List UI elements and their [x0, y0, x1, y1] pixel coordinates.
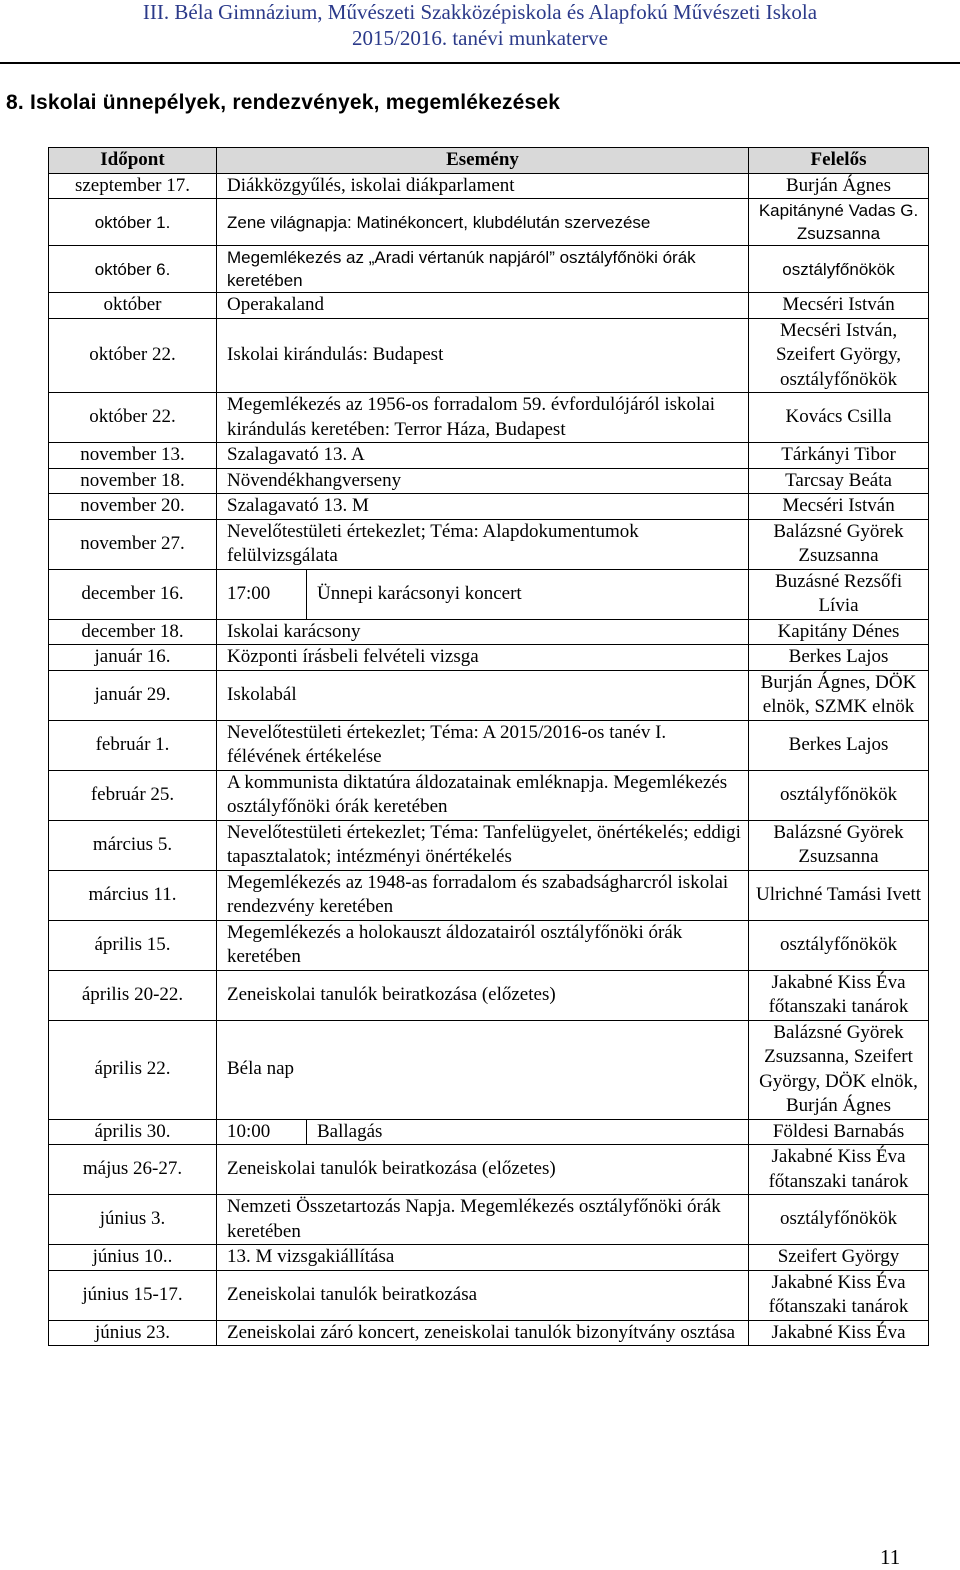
cell-event: Operakaland — [217, 293, 749, 319]
table-header-row — [49, 148, 929, 174]
cell-event: Ballagás — [307, 1119, 749, 1145]
cell-event: Zene világnapja: Matinékoncert, klubdélután szervezése — [217, 199, 749, 246]
cell-responsible: Burján Ágnes, DÖK elnök, SZMK elnök — [749, 670, 929, 720]
cell-event: Szalagavató 13. A — [217, 443, 749, 469]
cell-date: június 15-17. — [49, 1270, 217, 1320]
cell-date: november 20. — [49, 494, 217, 520]
cell-date: június 23. — [49, 1320, 217, 1346]
cell-responsible: Kapitányné Vadas G. Zsuzsanna — [749, 199, 929, 246]
cell-time: 10:00 — [217, 1119, 307, 1145]
cell-date: június 3. — [49, 1195, 217, 1245]
cell-responsible: Jakabné Kiss Éva főtanszaki tanárok — [749, 1145, 929, 1195]
table-row — [49, 443, 929, 469]
cell-date: november 18. — [49, 468, 217, 494]
cell-date: szeptember 17. — [49, 173, 217, 199]
cell-event: Iskolai karácsony — [217, 619, 749, 645]
header-school-name: III. Béla Gimnázium, Művészeti Szakközépiskola és Alapfokú Művészeti Iskola — [142, 0, 818, 24]
header-work-plan: 2015/2016. tanévi munkaterve — [351, 26, 609, 50]
cell-responsible: Balázsné Györek Zsuzsanna, Szeifert György, DÖK elnök, Burján Ágnes — [749, 1020, 929, 1119]
table-row — [49, 619, 929, 645]
cell-date: április 15. — [49, 920, 217, 970]
cell-responsible: Mecséri István, Szeifert György, osztályfőnökök — [749, 318, 929, 393]
table-row — [49, 1119, 929, 1145]
cell-responsible: Mecséri István — [749, 494, 929, 520]
cell-event: Béla nap — [217, 1020, 749, 1119]
cell-responsible: Földesi Barnabás — [749, 1119, 929, 1145]
table-row — [49, 670, 929, 720]
table-row — [49, 1020, 929, 1119]
column-header-date: Időpont — [49, 148, 217, 174]
cell-date: február 25. — [49, 770, 217, 820]
cell-responsible: Jakabné Kiss Éva főtanszaki tanárok — [749, 970, 929, 1020]
table-row — [49, 569, 929, 619]
cell-responsible: Jakabné Kiss Éva — [749, 1320, 929, 1346]
cell-event: Növendékhangverseny — [217, 468, 749, 494]
table-row — [49, 199, 929, 246]
cell-event: Ünnepi karácsonyi koncert — [307, 569, 749, 619]
cell-responsible: osztályfőnökök — [749, 770, 929, 820]
cell-event: Zeneiskolai tanulók beiratkozása — [217, 1270, 749, 1320]
table-row — [49, 645, 929, 671]
cell-date: április 30. — [49, 1119, 217, 1145]
column-header-responsible: Felelős — [749, 148, 929, 174]
cell-date: június 10.. — [49, 1245, 217, 1271]
cell-event: Megemlékezés a holokauszt áldozatairól osztályfőnöki órák keretében — [217, 920, 749, 970]
cell-date: október 22. — [49, 393, 217, 443]
cell-date: december 16. — [49, 569, 217, 619]
table-row — [49, 318, 929, 393]
cell-event: Zeneiskolai záró koncert, zeneiskolai tanulók bizonyítvány osztása — [217, 1320, 749, 1346]
cell-date: április 22. — [49, 1020, 217, 1119]
cell-event: Szalagavató 13. M — [217, 494, 749, 520]
cell-date: november 27. — [49, 519, 217, 569]
table-row — [49, 720, 929, 770]
cell-event: Nevelőtestületi értekezlet; Téma: Alapdokumentumok felülvizsgálata — [217, 519, 749, 569]
column-header-event: Esemény — [217, 148, 749, 174]
cell-date: március 11. — [49, 870, 217, 920]
cell-event: Diákközgyűlés, iskolai diákparlament — [217, 173, 749, 199]
cell-event: Megemlékezés az „Aradi vértanúk napjáról” osztályfőnöki órák keretében — [217, 246, 749, 293]
cell-responsible: Jakabné Kiss Éva főtanszaki tanárok — [749, 1270, 929, 1320]
cell-date: október 1. — [49, 199, 217, 246]
table-row — [49, 519, 929, 569]
cell-event: 13. M vizsgakiállítása — [217, 1245, 749, 1271]
cell-responsible: Balázsné Györek Zsuzsanna — [749, 519, 929, 569]
cell-responsible: osztályfőnökök — [749, 246, 929, 293]
table-row — [49, 1195, 929, 1245]
cell-date: október 22. — [49, 318, 217, 393]
cell-event: Nevelőtestületi értekezlet; Téma: A 2015/2016-os tanév I. félévének értékelése — [217, 720, 749, 770]
cell-date: december 18. — [49, 619, 217, 645]
cell-event: Zeneiskolai tanulók beiratkozása (előzetes) — [217, 1145, 749, 1195]
table-row — [49, 468, 929, 494]
cell-responsible: Kapitány Dénes — [749, 619, 929, 645]
cell-responsible: Berkes Lajos — [749, 645, 929, 671]
cell-event: Iskolabál — [217, 670, 749, 720]
cell-date: november 13. — [49, 443, 217, 469]
cell-responsible: Berkes Lajos — [749, 720, 929, 770]
cell-date: március 5. — [49, 820, 217, 870]
cell-time: 17:00 — [217, 569, 307, 619]
cell-date: január 16. — [49, 645, 217, 671]
table-row — [49, 393, 929, 443]
cell-responsible: Kovács Csilla — [749, 393, 929, 443]
table-row — [49, 494, 929, 520]
table-row — [49, 770, 929, 820]
header-divider — [0, 62, 960, 64]
cell-date: október — [49, 293, 217, 319]
cell-date: október 6. — [49, 246, 217, 293]
cell-responsible: Tarcsay Beáta — [749, 468, 929, 494]
cell-event: Megemlékezés az 1948-as forradalom és szabadságharcról iskolai rendezvény keretében — [217, 870, 749, 920]
cell-responsible: Buzásné Rezsőfi Lívia — [749, 569, 929, 619]
events-table — [48, 147, 929, 1346]
table-row — [49, 293, 929, 319]
table-row — [49, 246, 929, 293]
cell-date: április 20-22. — [49, 970, 217, 1020]
page-number: 11 — [880, 1545, 901, 1569]
cell-responsible: Mecséri István — [749, 293, 929, 319]
table-body — [49, 173, 929, 1346]
section-title: 8. Iskolai ünnepélyek, rendezvények, megemlékezések — [6, 91, 561, 114]
cell-responsible: osztályfőnökök — [749, 1195, 929, 1245]
cell-event: Nevelőtestületi értekezlet; Téma: Tanfelügyelet, önértékelés; eddigi tapasztalatok; intézményi önértékelés — [217, 820, 749, 870]
cell-responsible: Balázsné Györek Zsuzsanna — [749, 820, 929, 870]
table-row — [49, 173, 929, 199]
cell-responsible: Szeifert György — [749, 1245, 929, 1271]
cell-event: Nemzeti Összetartozás Napja. Megemlékezés osztályfőnöki órák keretében — [217, 1195, 749, 1245]
cell-event: Iskolai kirándulás: Budapest — [217, 318, 749, 393]
cell-event: Megemlékezés az 1956-os forradalom 59. évfordulójáról iskolai kirándulás keretében: Terror Háza, Budapest — [217, 393, 749, 443]
cell-responsible: osztályfőnökök — [749, 920, 929, 970]
cell-date: május 26-27. — [49, 1145, 217, 1195]
cell-event: Központi írásbeli felvételi vizsga — [217, 645, 749, 671]
table-row — [49, 870, 929, 920]
table-row — [49, 1145, 929, 1195]
table-row — [49, 820, 929, 870]
cell-event: A kommunista diktatúra áldozatainak emléknapja. Megemlékezés osztályfőnöki órák keretében — [217, 770, 749, 820]
cell-date: január 29. — [49, 670, 217, 720]
table-row — [49, 1245, 929, 1271]
table-row — [49, 1320, 929, 1346]
table-row — [49, 970, 929, 1020]
table-row — [49, 920, 929, 970]
cell-date: február 1. — [49, 720, 217, 770]
cell-responsible: Burján Ágnes — [749, 173, 929, 199]
cell-responsible: Ulrichné Tamási Ivett — [749, 870, 929, 920]
table-row — [49, 1270, 929, 1320]
cell-event: Zeneiskolai tanulók beiratkozása (előzetes) — [217, 970, 749, 1020]
cell-responsible: Tárkányi Tibor — [749, 443, 929, 469]
